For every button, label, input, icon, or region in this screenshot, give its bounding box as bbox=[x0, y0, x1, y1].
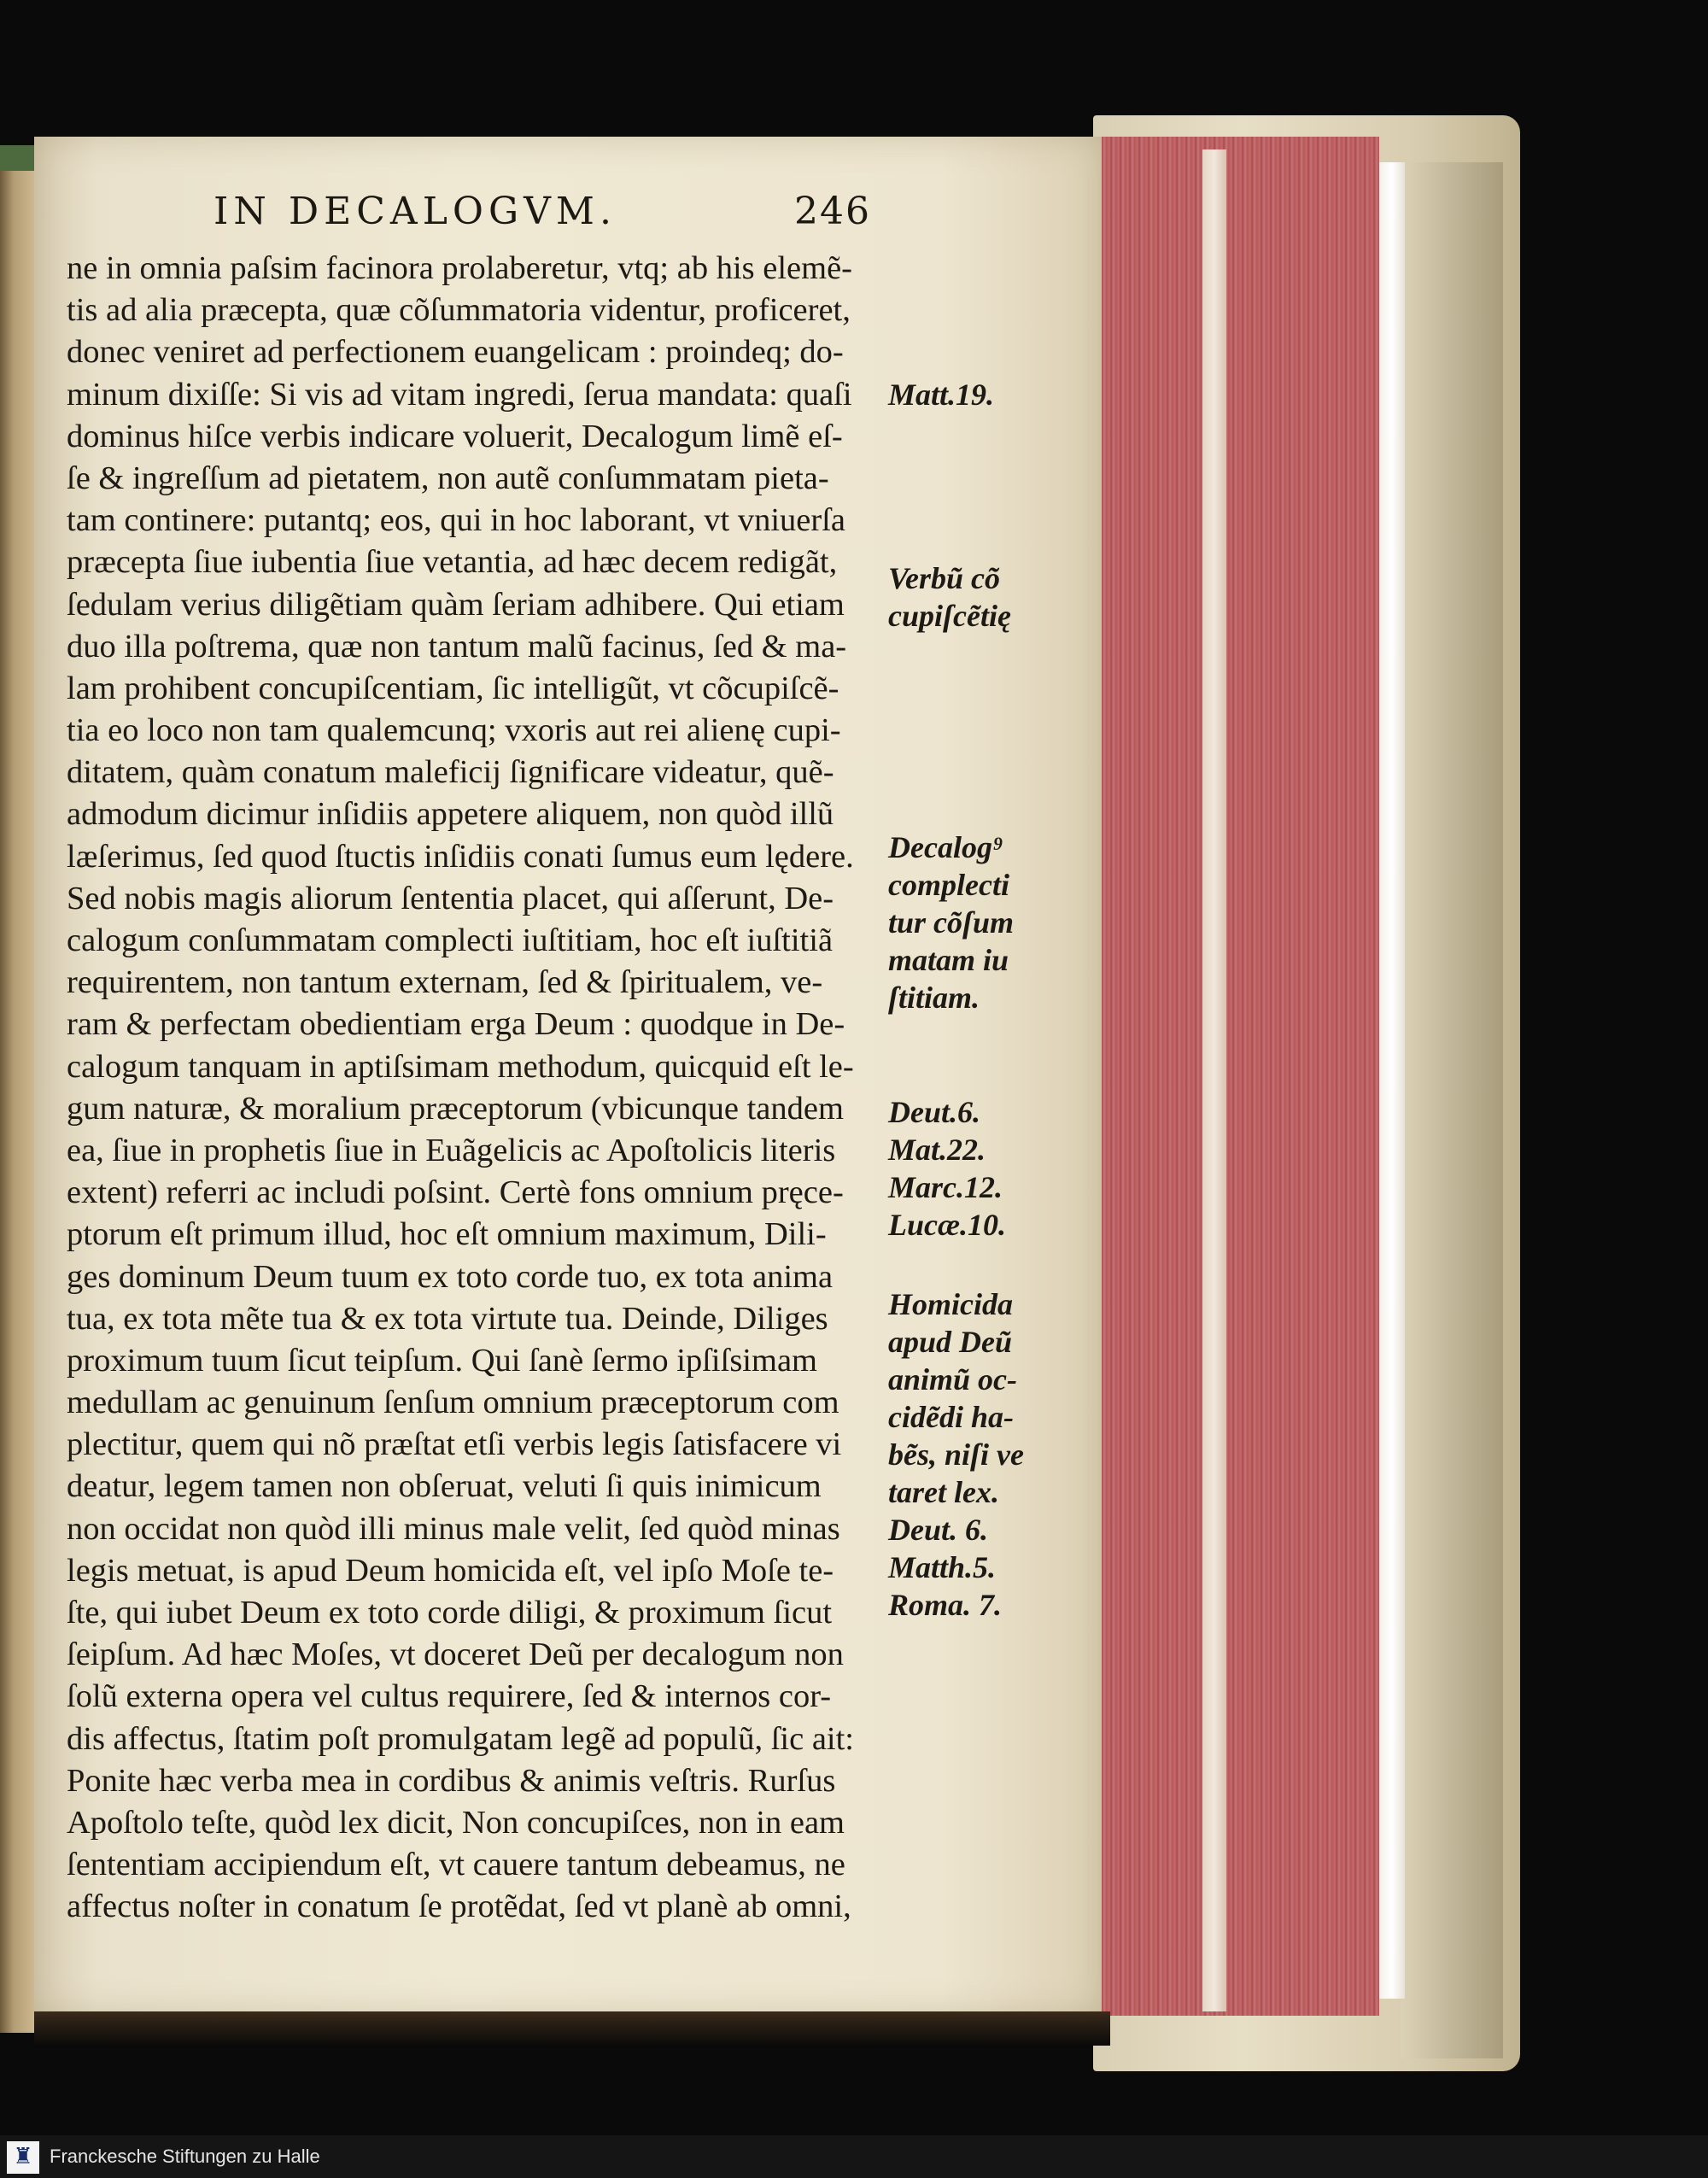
text-line: admodum dicimur inſidiis appetere aliquem, non quòd illũ bbox=[67, 796, 834, 833]
text-line: dis affectus, ſtatim poſt promulgatam legẽ ad populũ, ſic ait: bbox=[67, 1720, 855, 1757]
text-line: medullam ac genuinum ſenſum omnium præceptorum com bbox=[67, 1385, 839, 1421]
text-line: tia eo loco non tam qualemcunq; vxoris aut rei alienę cupi- bbox=[67, 712, 841, 749]
text-line: ne in omnia paſsim facinora prolaberetur, vtq; ab his elemẽ- bbox=[67, 250, 852, 286]
text-line: calogum conſummatam complecti iuſtitiam, hoc eſt iuſtitiã bbox=[67, 922, 834, 958]
margin-note: Deut.6. Mat.22. Marc.12. Lucæ.10. bbox=[888, 1095, 1006, 1242]
page-block-white-edge bbox=[1379, 162, 1405, 1999]
footer-institution: Franckesche Stiftungen zu Halle bbox=[50, 2146, 320, 2167]
margin-note: Homicida apud Deũ animũ oc- cidẽdi ha- bẽs, niſi ve taret lex. Deut. 6. Matth.5. Roma. 7. bbox=[888, 1287, 1024, 1622]
text-line: Sed nobis magis aliorum ſententia placet, qui aſſerunt, De- bbox=[67, 880, 834, 916]
text-line: ges dominum Deum tuum ex toto corde tuo, ex tota anima bbox=[67, 1258, 834, 1295]
text-line: requirentem, non tantum externam, ſed & ſpiritualem, ve- bbox=[67, 964, 823, 1001]
text-line: Apoſtolo teſte, quòd lex dicit, Non concupiſces, non in eam bbox=[67, 1804, 845, 1841]
text-line: ſedulam verius diligẽtiam quàm ſeriam adhibere. Qui etiam bbox=[67, 586, 845, 623]
text-line: plectitur, quem qui nõ præſtat etſi verbis legis ſatisfacere vi bbox=[67, 1426, 842, 1463]
page-block-gap bbox=[1202, 149, 1226, 2011]
left-edge-cloth bbox=[0, 145, 34, 171]
text-line: affectus noſter in conatum ſe protẽdat, ſed vt planè ab omni, bbox=[67, 1888, 851, 1925]
left-page-edge bbox=[0, 145, 34, 2033]
text-line: læſerimus, ſed quod ſtuctis inſidiis conati ſumus eum lędere. bbox=[67, 838, 854, 875]
body-text bbox=[67, 248, 895, 1929]
text-line: tis ad alia præcepta, quæ cõſummatoria videntur, proficeret, bbox=[67, 292, 851, 329]
text-line: præcepta ſiue iubentia ſiue vetantia, ad hæc decem redigãt, bbox=[67, 544, 838, 581]
page-number: 246 bbox=[794, 190, 871, 233]
margin-note: Decalog⁹ complecti tur cõſum matam iu ſtitiam. bbox=[888, 830, 1015, 1015]
text-line: dominus hiſce verbis indicare voluerit, Decalogum limẽ eſ- bbox=[67, 418, 843, 454]
running-header-title: IN DECALOGVM. bbox=[214, 190, 617, 233]
text-line: Ponite hæc verba mea in cordibus & animis veſtris. Rurſus bbox=[67, 1762, 836, 1799]
text-line: ſe & ingreſſum ad pietatem, non autẽ conſummatam pieta- bbox=[67, 460, 829, 496]
text-line: gum naturæ, & moralium præceptorum (vbicunque tandem bbox=[67, 1090, 844, 1127]
institution-logo-icon: ♜ bbox=[7, 2141, 39, 2174]
text-line: ditatem, quàm conatum maleficij ſignificare videatur, quẽ- bbox=[67, 754, 834, 791]
text-line: ram & perfectam obedientiam erga Deum : quodque in De- bbox=[67, 1006, 845, 1043]
text-line: deatur, legem tamen non obſeruat, veluti ſi quis inimicum bbox=[67, 1468, 822, 1505]
text-line: ſolũ externa opera vel cultus requirere, ſed & internos cor- bbox=[67, 1678, 832, 1715]
margin-note: Verbũ cõ cupiſcẽtię bbox=[888, 561, 1011, 633]
text-line: legis metuat, is apud Deum homicida eſt, vel ipſo Moſe te- bbox=[67, 1552, 834, 1589]
text-line: ea, ſiue in prophetis ſiue in Euãgelicis ac Apoſtolicis literis bbox=[67, 1132, 836, 1168]
page-bottom-shadow bbox=[34, 2011, 1110, 2046]
page-block-red-edges bbox=[1097, 137, 1379, 2016]
text-line: tam continere: putantq; eos, qui in hoc laborant, vt vniuerſa bbox=[67, 502, 845, 539]
text-line: ſte, qui iubet Deum ex toto corde diligi, & proximum ſicut bbox=[67, 1595, 833, 1631]
text-line: donec veniret ad perfectionem euangelicam : proindeq; do- bbox=[67, 334, 844, 371]
text-line: extent) referri ac includi poſsint. Certè fons omnium pręce- bbox=[67, 1174, 844, 1211]
text-line: ſeipſum. Ad hæc Moſes, vt doceret Deũ per decalogum non bbox=[67, 1636, 844, 1673]
text-line: ſententiam accipiendum eſt, vt cauere tantum debeamus, ne bbox=[67, 1847, 845, 1883]
text-line: minum dixiſſe: Si vis ad vitam ingredi, ſerua mandata: quaſi bbox=[67, 376, 852, 413]
text-line: lam prohibent concupiſcentiam, ſic intelligũt, vt cõcupiſcẽ- bbox=[67, 670, 839, 706]
text-line: non occidat non quòd illi minus male velit, ſed quòd minas bbox=[67, 1510, 840, 1547]
text-line: tua, ex tota mẽte tua & ex tota virtute tua. Deinde, Diliges bbox=[67, 1300, 828, 1337]
binding-shadow bbox=[1401, 162, 1503, 2058]
margin-note: Matt.19. bbox=[888, 378, 995, 412]
text-line: ptorum eſt primum illud, hoc eſt omnium maximum, Dili- bbox=[67, 1216, 827, 1253]
text-line: proximum tuum ſicut teipſum. Qui ſanè ſermo ipſiſsimam bbox=[67, 1342, 817, 1379]
text-line: duo illa poſtrema, quæ non tantum malũ facinus, ſed & ma- bbox=[67, 628, 847, 665]
text-line: calogum tanquam in aptiſsimam methodum, quicquid eſt le- bbox=[67, 1048, 854, 1085]
